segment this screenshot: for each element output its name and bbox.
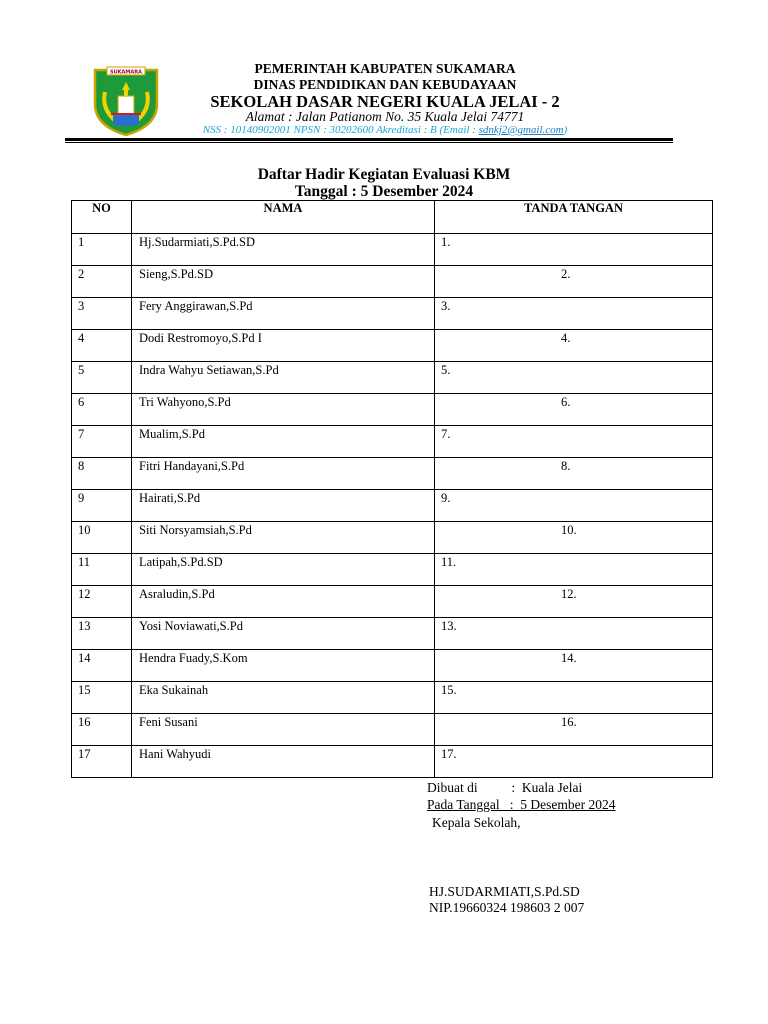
row-number-text: 17 bbox=[78, 747, 91, 761]
row-number-text: 14 bbox=[78, 651, 91, 665]
header-rule-thick bbox=[65, 138, 673, 141]
row-name-text: Sieng,S.Pd.SD bbox=[139, 267, 213, 281]
table-row bbox=[72, 394, 713, 426]
row-number bbox=[72, 298, 132, 330]
table-row bbox=[72, 618, 713, 650]
row-number bbox=[72, 426, 132, 458]
signature-cell[interactable] bbox=[435, 650, 713, 682]
row-name-text: Fitri Handayani,S.Pd bbox=[139, 459, 245, 473]
row-name bbox=[132, 330, 435, 362]
table-row bbox=[72, 490, 713, 522]
row-name bbox=[132, 650, 435, 682]
row-name bbox=[132, 458, 435, 490]
row-name-text: Dodi Restromoyo,S.Pd I bbox=[139, 331, 262, 345]
svg-text:SUKAMARA: SUKAMARA bbox=[110, 69, 142, 76]
signature-cell-text: 3. bbox=[441, 299, 451, 313]
row-number-text: 6 bbox=[78, 395, 85, 409]
school-name: SEKOLAH DASAR NEGERI KUALA JELAI - 2 bbox=[210, 92, 560, 111]
header-no: NO bbox=[72, 201, 132, 234]
signer-position: Kepala Sekolah, bbox=[432, 815, 521, 830]
row-number bbox=[72, 682, 132, 714]
signature-cell[interactable] bbox=[435, 714, 713, 746]
row-name-text: Mualim,S.Pd bbox=[139, 427, 205, 441]
table-row bbox=[72, 522, 713, 554]
row-number bbox=[72, 490, 132, 522]
row-name-text: Indra Wahyu Setiawan,S.Pd bbox=[139, 363, 279, 377]
signature-cell-text: 13. bbox=[441, 619, 457, 633]
row-number-text: 9 bbox=[78, 491, 85, 505]
row-number-text: 15 bbox=[78, 683, 91, 697]
signature-cell[interactable] bbox=[435, 618, 713, 650]
row-number bbox=[72, 650, 132, 682]
row-name-text: Siti Norsyamsiah,S.Pd bbox=[139, 523, 252, 537]
info-close-paren: ) bbox=[563, 124, 568, 136]
row-name-text: Hairati,S.Pd bbox=[139, 491, 201, 505]
row-name bbox=[132, 746, 435, 778]
row-name bbox=[132, 426, 435, 458]
table-row bbox=[72, 298, 713, 330]
row-name bbox=[132, 618, 435, 650]
date-made: Pada Tanggal : 5 Desember 2024 bbox=[427, 797, 616, 812]
table-row bbox=[72, 426, 713, 458]
row-name bbox=[132, 586, 435, 618]
signature-cell[interactable] bbox=[435, 490, 713, 522]
department-name: DINAS PENDIDIKAN DAN KEBUDAYAAN bbox=[253, 77, 517, 92]
row-name-text: Latipah,S.Pd.SD bbox=[139, 555, 223, 569]
signature-cell-text: 12. bbox=[561, 587, 577, 601]
header-name: NAMA bbox=[132, 201, 435, 234]
row-number bbox=[72, 586, 132, 618]
row-number-text: 10 bbox=[78, 523, 91, 537]
row-name bbox=[132, 362, 435, 394]
row-name bbox=[132, 714, 435, 746]
table-row bbox=[72, 746, 713, 778]
row-name-text: Hj.Sudarmiati,S.Pd.SD bbox=[139, 235, 255, 249]
signature-cell-text: 5. bbox=[441, 363, 451, 377]
row-name bbox=[132, 522, 435, 554]
signature-cell-text: 1. bbox=[441, 235, 451, 249]
row-number bbox=[72, 618, 132, 650]
table-row bbox=[72, 586, 713, 618]
row-name bbox=[132, 234, 435, 266]
row-number-text: 8 bbox=[78, 459, 85, 473]
signature-cell-text: 10. bbox=[561, 523, 577, 537]
table-row bbox=[72, 266, 713, 298]
row-number bbox=[72, 746, 132, 778]
email-link[interactable]: sdnkj2@gmail.com bbox=[478, 124, 564, 136]
row-number bbox=[72, 458, 132, 490]
row-name bbox=[132, 266, 435, 298]
signature-cell-text: 2. bbox=[561, 267, 571, 281]
row-number-text: 12 bbox=[78, 587, 91, 601]
row-number bbox=[72, 234, 132, 266]
row-name-text: Tri Wahyono,S.Pd bbox=[139, 395, 231, 409]
signature-cell[interactable] bbox=[435, 330, 713, 362]
signature-cell[interactable] bbox=[435, 426, 713, 458]
table-row bbox=[72, 554, 713, 586]
signature-cell[interactable] bbox=[435, 362, 713, 394]
signature-cell-text: 16. bbox=[561, 715, 577, 729]
row-name bbox=[132, 554, 435, 586]
school-info bbox=[160, 124, 610, 136]
place-made: Dibuat di : Kuala Jelai bbox=[427, 780, 583, 795]
signature-cell-text: 14. bbox=[561, 651, 577, 665]
header-signature: TANDA TANGAN bbox=[435, 201, 713, 234]
signature-cell[interactable] bbox=[435, 746, 713, 778]
signature-cell[interactable] bbox=[435, 586, 713, 618]
row-number bbox=[72, 362, 132, 394]
row-number bbox=[72, 522, 132, 554]
signature-cell-text: 7. bbox=[441, 427, 451, 441]
row-number-text: 3 bbox=[78, 299, 85, 313]
signature-cell-text: 9. bbox=[441, 491, 451, 505]
signature-cell-text: 8. bbox=[561, 459, 571, 473]
table-row bbox=[72, 682, 713, 714]
row-name-text: Yosi Noviawati,S.Pd bbox=[139, 619, 243, 633]
signature-cell-text: 17. bbox=[441, 747, 457, 761]
row-number-text: 13 bbox=[78, 619, 91, 633]
signature-cell-text: 4. bbox=[561, 331, 571, 345]
signature-cell-text: 15. bbox=[441, 683, 457, 697]
signature-cell[interactable] bbox=[435, 682, 713, 714]
row-number bbox=[72, 554, 132, 586]
signer-nip: NIP.19660324 198603 2 007 bbox=[429, 900, 585, 915]
attendance-table bbox=[71, 200, 713, 778]
row-number-text: 16 bbox=[78, 715, 91, 729]
row-number-text: 7 bbox=[78, 427, 85, 441]
document-date: Tanggal : 5 Desember 2024 bbox=[294, 183, 474, 200]
row-name-text: Asraludin,S.Pd bbox=[139, 587, 215, 601]
signature-cell-text: 11. bbox=[441, 555, 457, 569]
signature-cell[interactable] bbox=[435, 522, 713, 554]
row-number-text: 2 bbox=[78, 267, 85, 281]
row-name bbox=[132, 298, 435, 330]
table-row bbox=[72, 650, 713, 682]
regency-emblem-icon bbox=[91, 64, 161, 136]
signature-cell[interactable] bbox=[435, 394, 713, 426]
signer-name: HJ.SUDARMIATI,S.Pd.SD bbox=[429, 884, 580, 899]
row-name-text: Fery Anggirawan,S.Pd bbox=[139, 299, 253, 313]
row-number bbox=[72, 394, 132, 426]
signature-cell[interactable] bbox=[435, 234, 713, 266]
row-number-text: 4 bbox=[78, 331, 85, 345]
signature-cell[interactable] bbox=[435, 266, 713, 298]
signature-cell[interactable] bbox=[435, 298, 713, 330]
row-number bbox=[72, 266, 132, 298]
row-name-text: Hani Wahyudi bbox=[139, 747, 212, 761]
table-header-row bbox=[72, 201, 713, 234]
row-name-text: Hendra Fuady,S.Kom bbox=[139, 651, 248, 665]
row-number bbox=[72, 714, 132, 746]
row-name bbox=[132, 682, 435, 714]
header-rule-thin bbox=[65, 142, 673, 143]
row-number-text: 5 bbox=[78, 363, 85, 377]
table-row bbox=[72, 714, 713, 746]
signature-cell-text: 6. bbox=[561, 395, 571, 409]
row-number-text: 11 bbox=[78, 555, 91, 569]
attendance-rows bbox=[72, 234, 713, 778]
school-address: Alamat : Jalan Patianom No. 35 Kuala Jelai 74771 bbox=[245, 109, 525, 124]
school-identifiers: NSS : 10140902001 NPSN : 30202600 Akreditasi : B (Email : bbox=[202, 124, 479, 136]
row-name-text: Feni Susani bbox=[139, 715, 198, 729]
row-name bbox=[132, 394, 435, 426]
row-number-text: 1 bbox=[78, 235, 85, 249]
row-number bbox=[72, 330, 132, 362]
table-row bbox=[72, 362, 713, 394]
table-row bbox=[72, 458, 713, 490]
signature-cell[interactable] bbox=[435, 554, 713, 586]
row-name-text: Eka Sukainah bbox=[139, 683, 209, 697]
row-name bbox=[132, 490, 435, 522]
signature-cell[interactable] bbox=[435, 458, 713, 490]
government-name: PEMERINTAH KABUPATEN SUKAMARA bbox=[254, 61, 516, 76]
table-row bbox=[72, 330, 713, 362]
table-row bbox=[72, 234, 713, 266]
document-title: Daftar Hadir Kegiatan Evaluasi KBM bbox=[257, 166, 511, 183]
